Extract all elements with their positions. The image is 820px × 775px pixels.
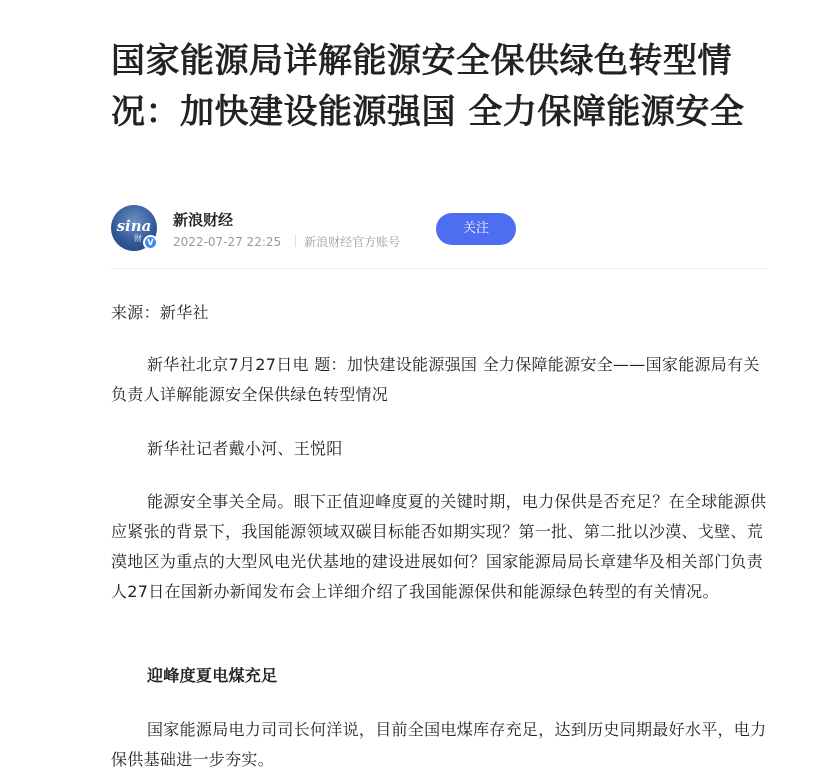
author-bar [111,205,767,269]
paragraph: 国家能源局电力司司长何洋说，目前全国电煤库存充足，达到历史同期最好水平，电力保供基础进一步夯实。 [111,720,767,769]
author-name[interactable]: 新浪财经 [173,211,234,229]
section-subheading: 迎峰度夏电煤充足 [147,666,278,685]
avatar-sub-glyph: 财 [134,234,142,243]
header-divider [111,268,767,269]
account-label: 新浪财经官方账号 [304,235,401,249]
author-meta [173,233,400,250]
meta-divider [295,235,296,247]
source-line: 来源：新华社 [111,303,209,322]
avatar[interactable] [111,205,157,251]
reporter-line: 新华社记者戴小河、王悦阳 [147,439,343,458]
sina-logo-icon: sina [116,217,152,235]
paragraph: 能源安全事关全局。眼下正值迎峰度夏的关键时期，电力保供是否充足？在全球能源供应紧张的背景下，我国能源领域双碳目标能否如期实现？第一批、第二批以沙漠、戈壁、荒漠地区为重点的大型风电光伏基地的建设进展如何？国家能源局局长章建华及相关部门负责人27日在国新办新闻发布会上详细介绍了我国能源保供和能源绿色转型的有关情况。 [111,492,767,601]
publish-time: 2022-07-27 22:25 [173,235,282,249]
paragraph: 新华社北京7月27日电 题：加快建设能源强国 全力保障能源安全——国家能源局有关负责人详解能源安全保供绿色转型情况 [111,355,760,404]
article-title: 国家能源局详解能源安全保供绿色转型情况：加快建设能源强国 全力保障能源安全 [111,41,745,132]
verified-badge-icon: V [143,235,158,250]
follow-button[interactable]: 关注 [436,213,516,245]
